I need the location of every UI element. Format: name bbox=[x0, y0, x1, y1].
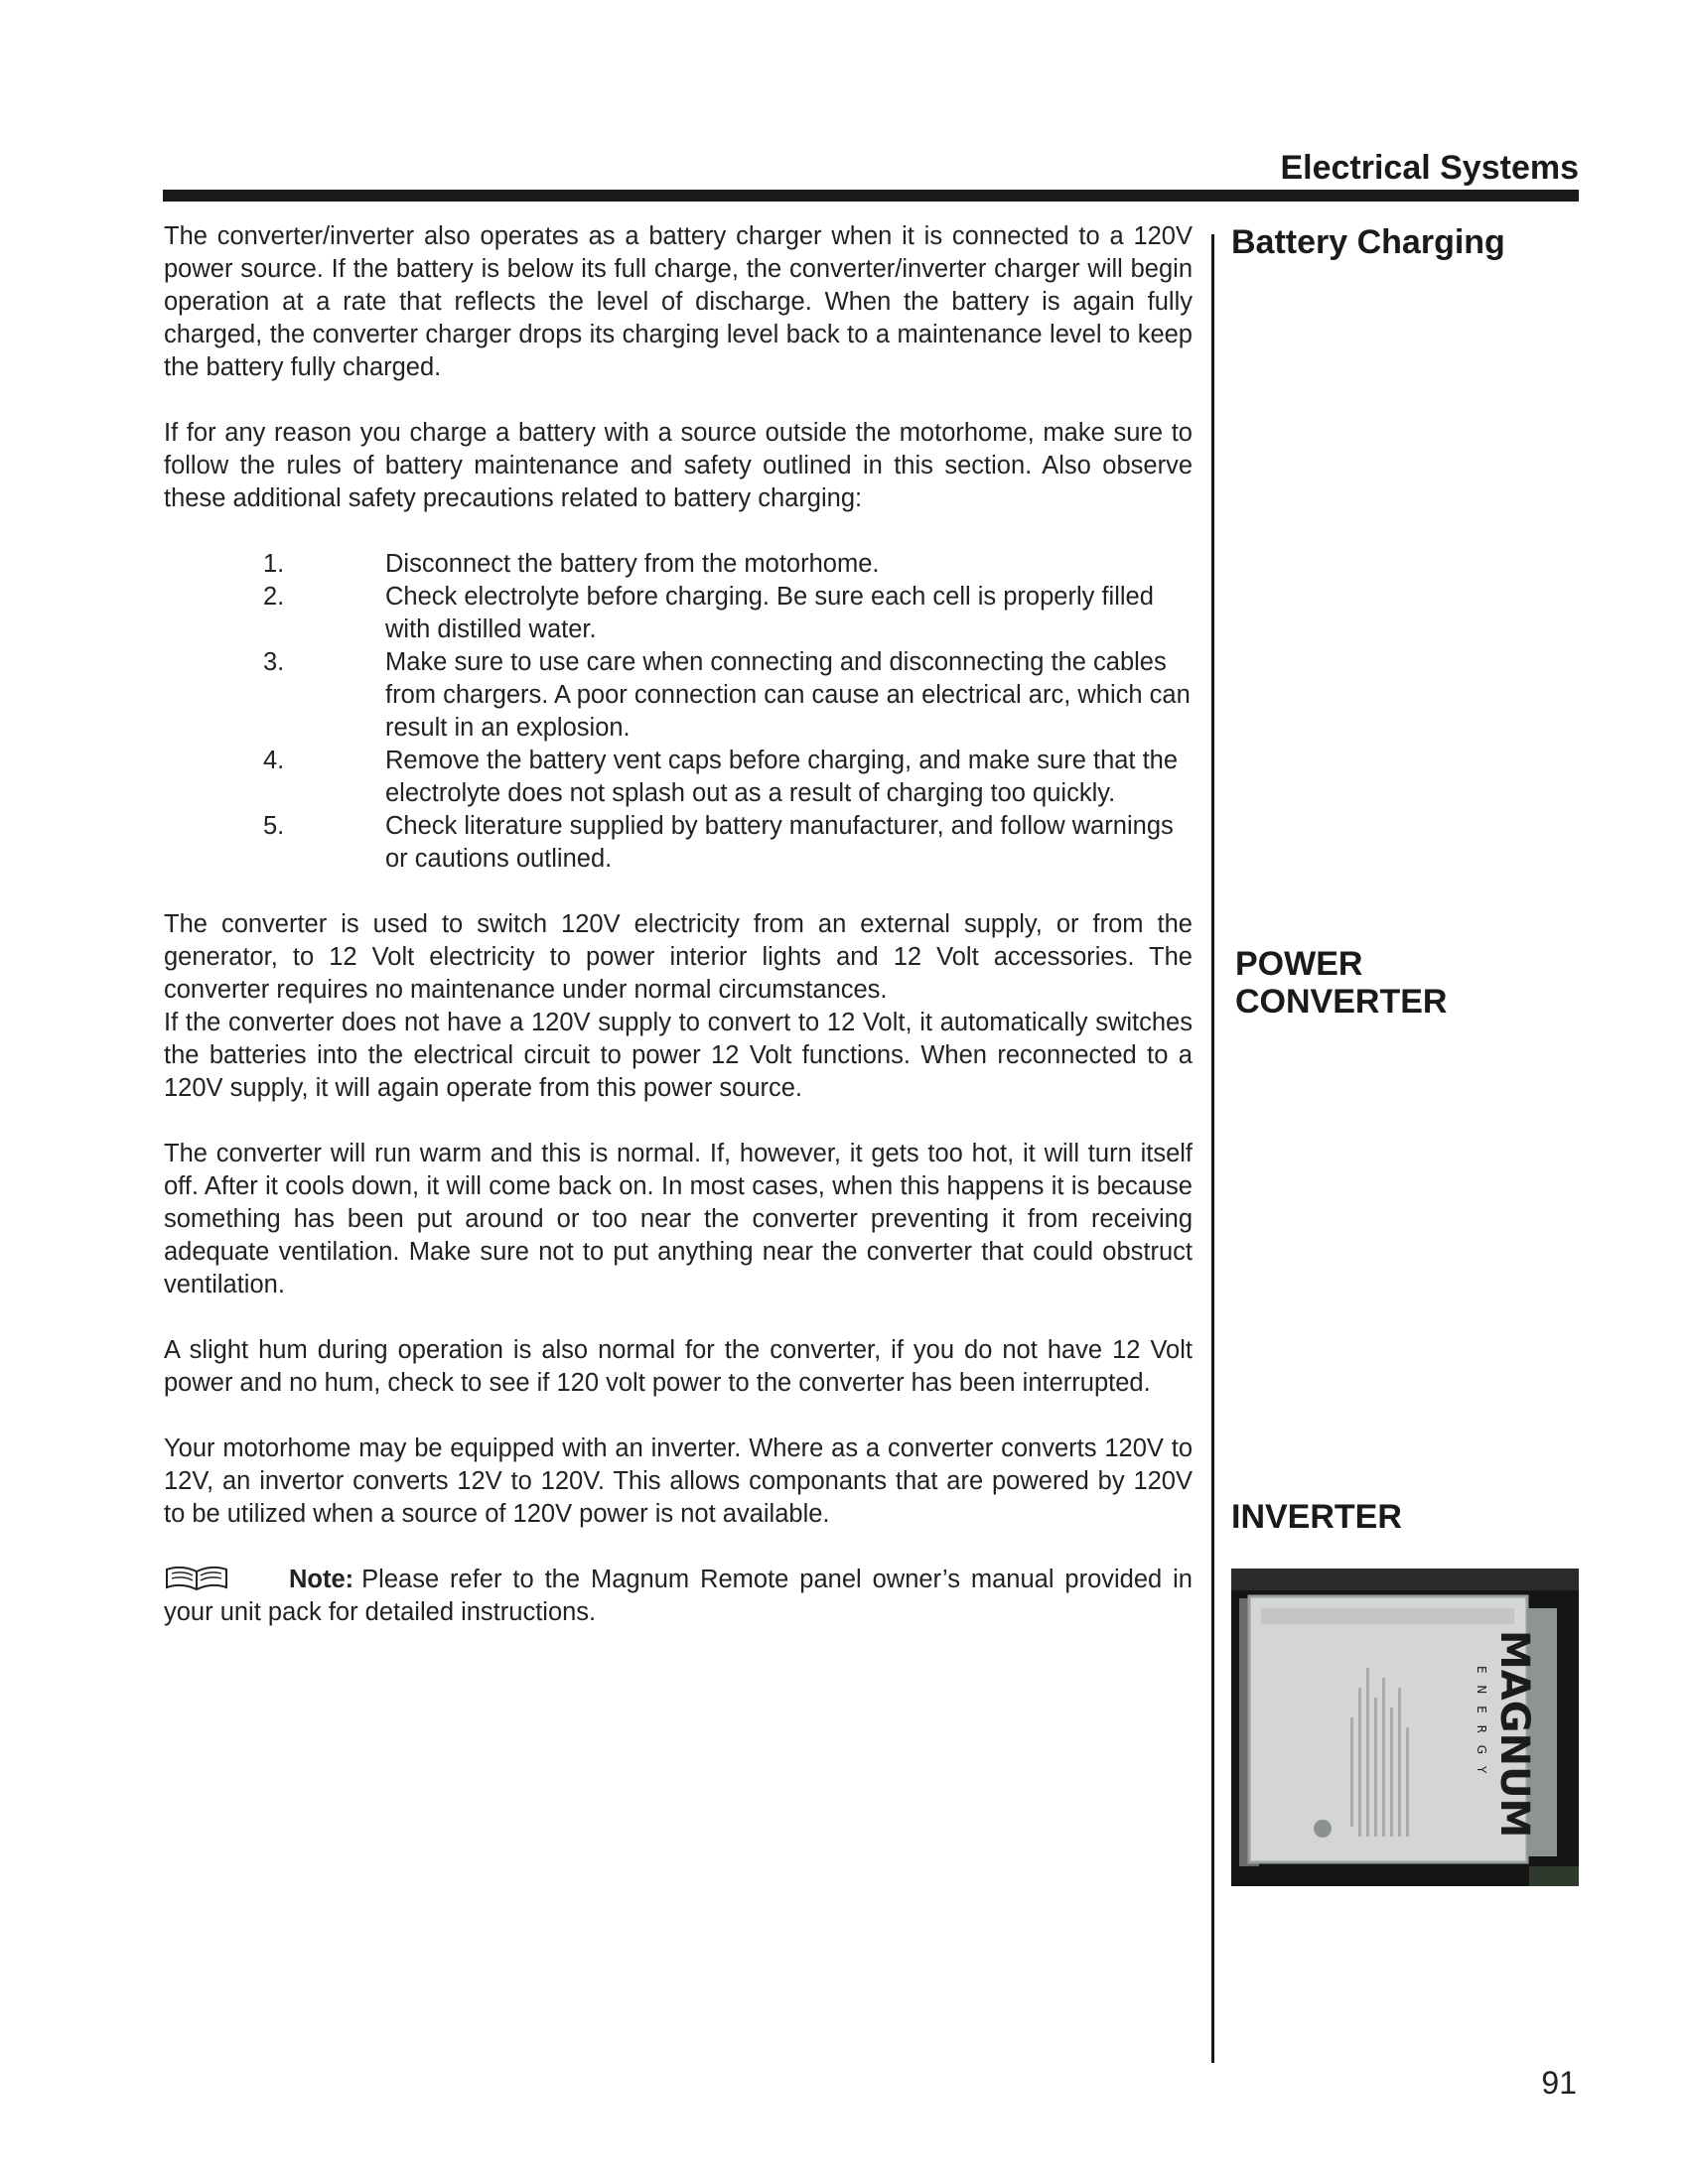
paragraph-safety-intro: If for any reason you charge a battery with a source outside the motorhome, make sure to follow the rules of battery maintenance and safety outlined in this section. Also observe these additional safety precautions related to battery charging: bbox=[164, 419, 1193, 512]
main-content bbox=[164, 220, 1193, 1662]
list-item bbox=[164, 646, 1193, 745]
section-title: Electrical Systems bbox=[1280, 149, 1579, 187]
list-item bbox=[164, 810, 1193, 876]
open-book-icon bbox=[164, 1564, 229, 1591]
heading-line: POWER bbox=[1235, 945, 1363, 983]
note-block bbox=[164, 1564, 1193, 1629]
heading-line: CONVERTER bbox=[1235, 983, 1448, 1021]
note-text: Please refer to the Magnum Remote panel owner’s manual provided in your unit pack for detailed instructions. bbox=[164, 1566, 1193, 1626]
step-text: Disconnect the battery from the motorhome. bbox=[385, 550, 880, 578]
step-number: 5. bbox=[263, 812, 285, 840]
paragraph-converter-warm: The converter will run warm and this is normal. If, however, it gets too hot, it will turn itself off. After it cools down, it will come back on. In most cases, when this happens it is because something has been put around or too near the converter preventing it from receiving adequate ventilation. Make sure not to put anything near the converter that could obstruct ventilation. bbox=[164, 1140, 1193, 1298]
safety-steps-list bbox=[164, 548, 1193, 876]
sidebar-heading-battery-charging: Battery Charging bbox=[1231, 223, 1505, 261]
paragraph-converter-hum: A slight hum during operation is also normal for the converter, if you do not have 12 Volt power and no hum, check to see if 120 volt power to the converter has been interrupted. bbox=[164, 1336, 1193, 1397]
magnum-logo-text: MAGNUM bbox=[1491, 1630, 1537, 1839]
list-item bbox=[164, 745, 1193, 810]
step-number: 1. bbox=[263, 550, 285, 578]
step-text: Check electrolyte before charging. Be sure each cell is properly filled with distilled water. bbox=[385, 583, 1154, 643]
column-divider bbox=[1211, 234, 1214, 2063]
step-text: Check literature supplied by battery manufacturer, and follow warnings or cautions outlined. bbox=[385, 812, 1174, 873]
list-item bbox=[164, 581, 1193, 646]
paragraph-converter-no-supply: If the converter does not have a 120V supply to convert to 12 Volt, it automatically switches the batteries into the electrical circuit to power 12 Volt functions. When reconnected to a 120V supply, it will again operate from this power source. bbox=[164, 1009, 1193, 1102]
step-text: Remove the battery vent caps before charging, and make sure that the electrolyte does not splash out as a result of charging too quickly. bbox=[385, 747, 1179, 807]
step-text: Make sure to use care when connecting and disconnecting the cables from chargers. A poor connection can cause an electrical arc, which can result in an explosion. bbox=[385, 648, 1191, 742]
page-number: 91 bbox=[1541, 2065, 1577, 2101]
header-divider bbox=[163, 190, 1579, 202]
paragraph-battery-charger: The converter/inverter also operates as a battery charger when it is connected to a 120V power source. If the battery is below its full charge, the converter/inverter charger will begin operation at a rate that reflects the level of discharge. When the battery is again fully charged, the converter charger drops its charging level back to a maintenance level to keep the battery fully charged. bbox=[164, 222, 1193, 381]
sidebar-heading-inverter: INVERTER bbox=[1231, 1498, 1402, 1536]
inverter-photo bbox=[1231, 1569, 1579, 1886]
note-label: Note: bbox=[289, 1566, 354, 1593]
list-item bbox=[164, 548, 1193, 581]
paragraph-inverter: Your motorhome may be equipped with an inverter. Where as a converter converts 120V to 12V, an invertor converts 12V to 120V. This allows componants that are powered by 120V to be utilized when a source of 120V power is not available. bbox=[164, 1434, 1193, 1528]
step-number: 4. bbox=[263, 747, 285, 774]
step-number: 3. bbox=[263, 648, 285, 676]
sidebar-heading-power-converter bbox=[1235, 945, 1447, 1021]
energy-logo-text: E N E R G Y bbox=[1475, 1666, 1488, 1778]
paragraph-converter-use: The converter is used to switch 120V electricity from an external supply, or from the generator, to 12 Volt electricity to power interior lights and 12 Volt accessories. The converter requires no maintenance under normal circumstances. bbox=[164, 910, 1193, 1004]
step-number: 2. bbox=[263, 583, 285, 611]
